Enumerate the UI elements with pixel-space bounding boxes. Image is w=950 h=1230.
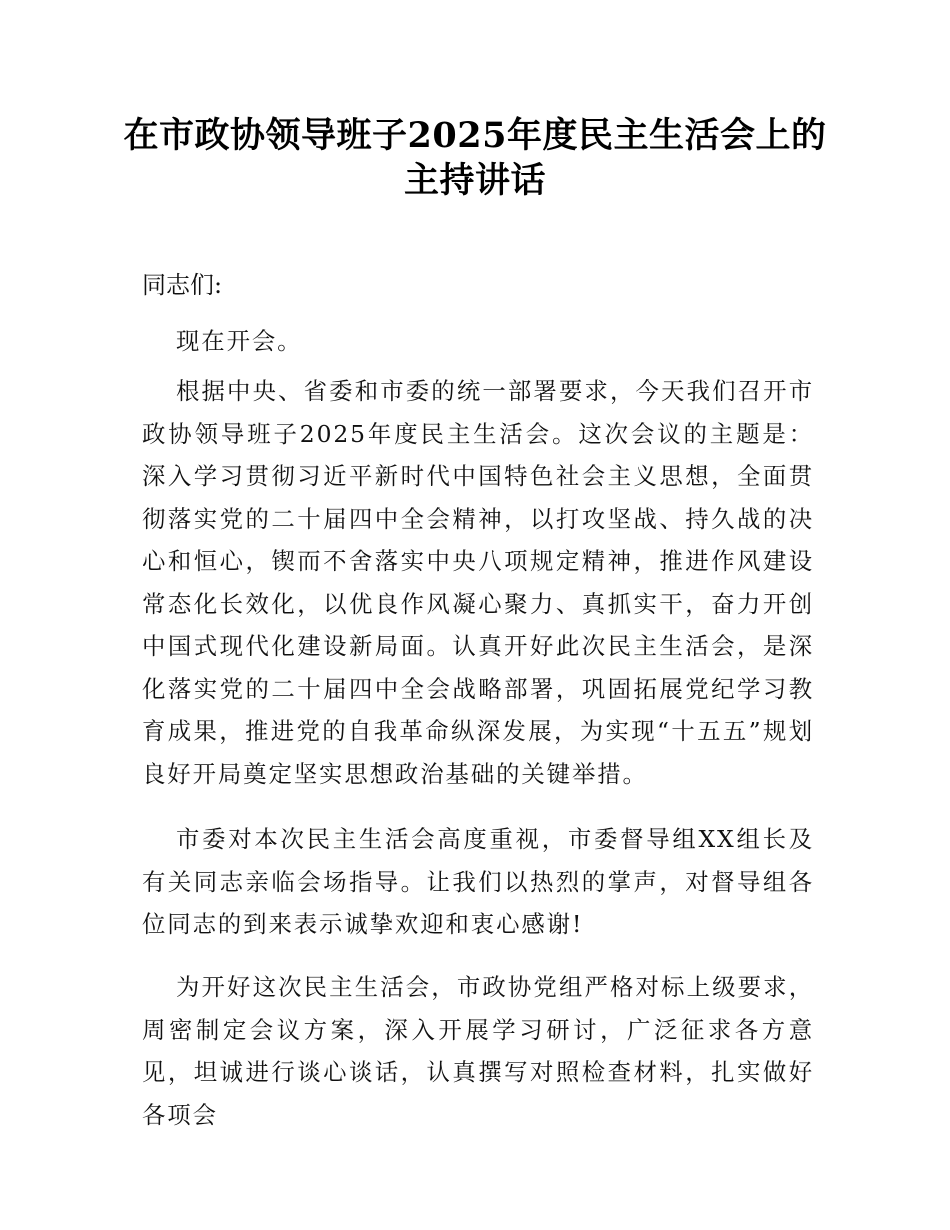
salutation: 同志们: bbox=[142, 271, 223, 299]
paragraph-meeting-theme: 根据中央、省委和市委的统一部署要求，今天我们召开市政协领导班子2025年度民主生活会。这次会议的主题是：深入学习贯彻习近平新时代中国特色社会主义思想，全面贯彻落实党的二十届四中全会精神，以打攻坚战、持久战的决心和恒心，锲而不舍落实中央八项规定精神，推进作风建设常态化长效化，以优良作风凝心聚力、真抓实干，奋力开创中国式现代化建设新局面。认真开好此次民主生活会，是深化落实党的二十届四中全会战略部署，巩固拓展党纪学习教育成果，推进党的自我革命纵深发展，为实现“十五五”规划良好开局奠定坚实思想政治基础的关键举措。 bbox=[142, 377, 814, 788]
paragraph-preparation: 为开好这次民主生活会，市政协党组严格对标上级要求，周密制定会议方案，深入开展学习研讨，广泛征求各方意见，坦诚进行谈心谈话，认真撰写对照检查材料，扎实做好各项会 bbox=[142, 973, 814, 1129]
paragraph-welcome-supervisors: 市委对本次民主生活会高度重视，市委督导组XX组长及有关同志亲临会场指导。让我们以热烈的掌声，对督导组各位同志的到来表示诚挚欢迎和衷心感谢! bbox=[142, 825, 814, 938]
document-title-line-1: 在市政协领导班子2025年度民主生活会上的 bbox=[123, 115, 827, 156]
document-title-line-2: 主持讲话 bbox=[403, 160, 546, 201]
paragraph-opening: 现在开会。 bbox=[176, 327, 303, 355]
